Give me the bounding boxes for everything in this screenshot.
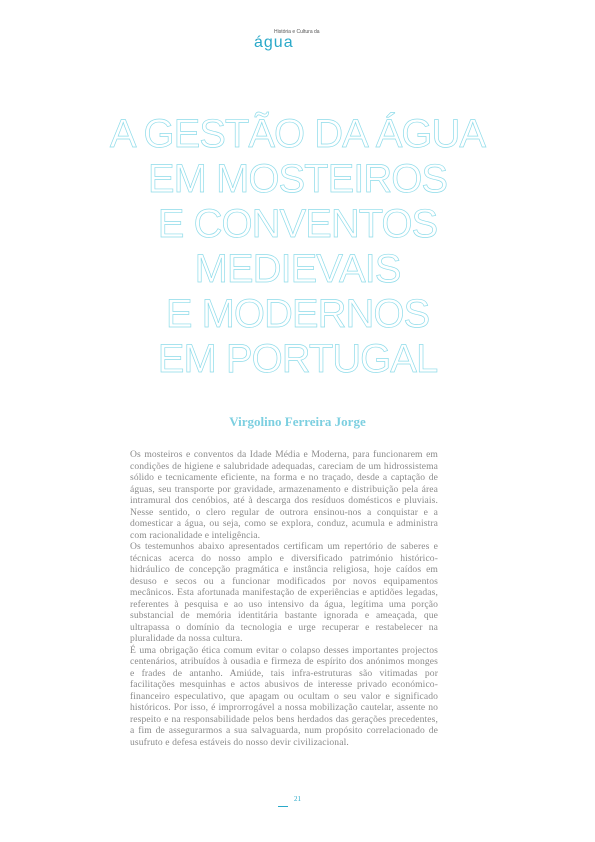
title-line: EM MOSTEIROS: [147, 157, 448, 201]
title-line: A GESTÃO DA ÁGUA: [109, 112, 486, 156]
article-title: [60, 112, 535, 382]
journal-logo: [254, 29, 320, 53]
page-number: 21: [294, 795, 301, 803]
title-line: E MODERNOS: [165, 292, 430, 336]
paragraph: É uma obrigação ética comum evitar o colapso desses importantes projectos centenários, atribuídos à ousadia e firmeza de espírito dos anónimos monges e frades de antanho. Amiúde, tais infra-estruturas são vitimadas por facilitações mesquinhas e actos abusivos de interesse privado económico-financeiro especulativo, que apagam ou ocultam o seu valor e significado históricos. Por isso, é improrrogável a nossa mobilização cautelar, assente no respeito e na responsabilidade pelos bens herdados das gerações precedentes, a fim de assegurarmos a sua salvaguarda, num propósito correlacionado de usufruto e defesa estáveis do nosso devir civilizacional.: [130, 644, 438, 748]
paragraph: Os testemunhos abaixo apresentados certificam um repertório de saberes e técnicas acerca do nosso amplo e diversificado património histórico-hidráulico de concepção pragmática e instância religiosa, hoje caídos em desuso e secos ou a funcionar modificados por novos equipamentos mecânicos. Esta afortunada manifestação de experiências e aptidões legadas, referentes à pesquisa e ao uso intensivo da água, legítima uma porção substancial de memória identitária bastante ignorada e ameaçada, que ultrapassa o domínio da tecnologia e urge recuperar e restabelecer na pluralidade da nossa cultura.: [130, 541, 438, 644]
abstract-body: [130, 449, 438, 748]
page-number-rule: [278, 806, 288, 807]
author-name: Virgolino Ferreira Jorge: [229, 414, 366, 429]
title-line: EM PORTUGAL: [157, 337, 438, 381]
logo-wordmark: água: [254, 34, 294, 51]
title-line: MEDIEVAIS: [194, 247, 401, 291]
logo-subtitle: História e Cultura da: [274, 29, 320, 35]
title-line: E CONVENTOS: [157, 202, 438, 246]
paragraph: Os mosteiros e conventos da Idade Média e Moderna, para funcionarem em condições de higiene e salubridade adequadas, careciam de um hidrossistema sólido e tecnicamente eficiente, na forma e no traçado, desde a captação de águas, seu transporte por gravidade, armazenamento e distribuição pela área intramural dos cenóbios, até à descarga dos resíduos domésticos e pluviais. Nesse sentido, o clero regular de outrora ensinou-nos a conquistar e a domesticar a água, ou seja, como se explora, conduz, acumula e administra com racionalidade e inteligência.: [130, 449, 438, 541]
